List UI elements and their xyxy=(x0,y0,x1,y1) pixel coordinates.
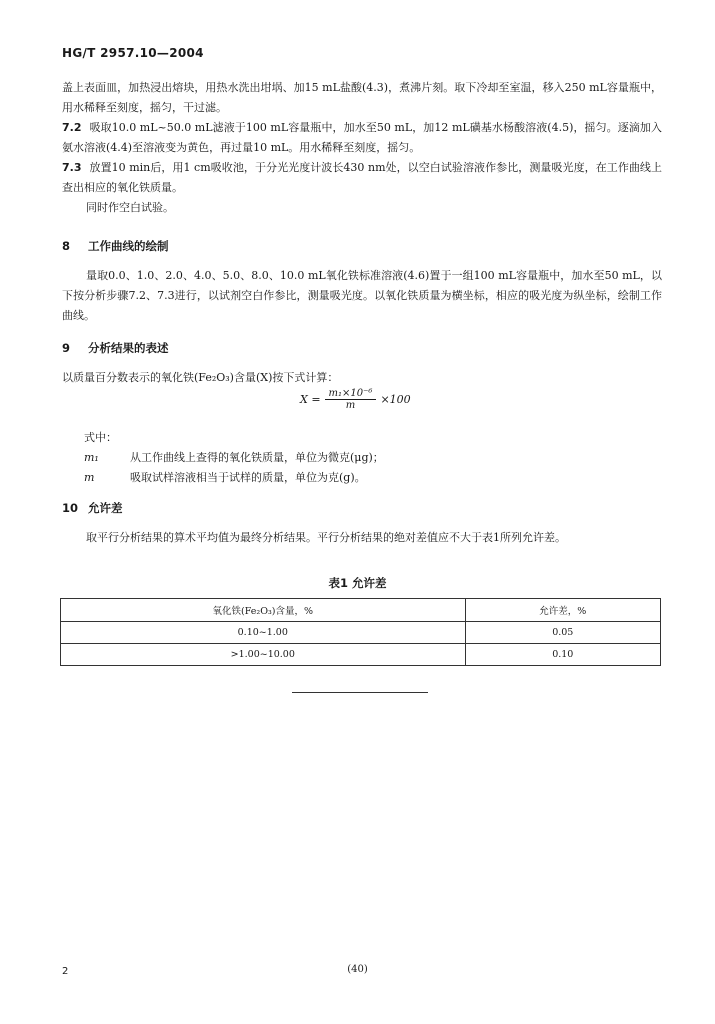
definition-row xyxy=(84,468,644,488)
definition-symbol: m₁ xyxy=(84,451,99,464)
formula-numerator: m₁×10⁻⁶ xyxy=(325,388,377,400)
footer-center-mark: (40) xyxy=(347,964,368,975)
tolerance-table xyxy=(60,598,661,666)
definition-row xyxy=(84,448,644,468)
section-heading xyxy=(62,236,662,256)
formula-tail: ×100 xyxy=(380,393,411,406)
definition-text: 吸取试样溶液相当于试样的质量，单位为克(g)。 xyxy=(130,471,366,484)
section-8-text: 量取0.0、1.0、2.0、4.0、5.0、8.0、10.0 mL氧化铁标准溶液(4.6)置于一组100 mL容量瓶中，加水至50 mL，以下按分析步骤7.2、7.3进行，以试剂空白作参比，测量吸光度。以氧化铁质量为横坐标，相应的吸光度为纵坐标，绘制工作曲线。 xyxy=(62,269,662,322)
blank-test-note: 同时作空白试验。 xyxy=(86,201,174,214)
section-title: 工作曲线的绘制 xyxy=(88,239,169,253)
table-cell: >1.00~10.00 xyxy=(61,644,466,666)
definition-text: 从工作曲线上查得的氧化铁质量，单位为微克(μg)； xyxy=(130,451,384,464)
table-row xyxy=(61,644,661,666)
table-header-row xyxy=(61,599,661,622)
paragraph-7-1-continuation: 盖上表面皿，加热浸出熔块，用热水洗出坩埚、加15 mL盐酸(4.3)，煮沸片刻。取下冷却至室温，移入250 mL容量瓶中，用水稀释至刻度，摇匀，干过滤。 xyxy=(62,81,662,114)
section-number: 10 xyxy=(62,501,79,515)
step-text: 吸取10.0 mL~50.0 mL滤液于100 mL容量瓶中，加水至50 mL，加12 mL磺基水杨酸溶液(4.5)，摇匀。逐滴加入氨水溶液(4.4)至溶液变为黄色，再过量10 mL。用水稀释至刻度，摇匀。 xyxy=(62,121,662,154)
standard-number-header: HG/T 2957.10—2004 xyxy=(62,46,204,60)
table-cell: 0.10 xyxy=(465,644,660,666)
page-number: 2 xyxy=(62,966,69,977)
section-number: 8 xyxy=(62,239,71,253)
formula xyxy=(300,388,411,411)
table-cell: 0.10~1.00 xyxy=(61,622,466,644)
section-heading xyxy=(62,498,662,518)
table-header-cell: 氧化铁(Fe₂O₃)含量，% xyxy=(61,599,466,622)
definition-symbol: m xyxy=(84,471,95,484)
section-10 xyxy=(62,498,662,548)
step-number: 7.3 xyxy=(62,161,82,174)
section-title: 分析结果的表述 xyxy=(88,341,169,355)
section-10-text: 取平行分析结果的算术平均值为最终分析结果。平行分析结果的绝对差值应不大于表1所列允许差。 xyxy=(86,531,566,544)
formula-denominator: m xyxy=(345,400,356,411)
body-text-block xyxy=(62,78,662,218)
table-row xyxy=(61,622,661,644)
formula-intro: 以质量百分数表示的氧化铁(Fe₂O₃)含量(X)按下式计算： xyxy=(62,371,339,384)
section-heading xyxy=(62,338,662,358)
formula-definitions xyxy=(84,428,644,488)
where-label: 式中： xyxy=(84,431,117,444)
table-cell: 0.05 xyxy=(465,622,660,644)
step-text: 放置10 min后，用1 cm吸收池，于分光光度计波长430 nm处，以空白试验溶液作参比，测量吸光度，在工作曲线上查出相应的氧化铁质量。 xyxy=(62,161,662,194)
end-of-document-rule xyxy=(292,692,428,693)
step-7-2 xyxy=(62,118,662,158)
section-8 xyxy=(62,236,662,326)
section-9 xyxy=(62,338,662,388)
formula-lhs: X = xyxy=(300,393,321,406)
section-title: 允许差 xyxy=(88,501,123,515)
step-7-3 xyxy=(62,158,662,198)
formula-fraction xyxy=(325,388,377,411)
table-header-cell: 允许差，% xyxy=(465,599,660,622)
table-caption: 表1 允许差 xyxy=(328,576,387,590)
step-number: 7.2 xyxy=(62,121,82,134)
section-number: 9 xyxy=(62,341,71,355)
